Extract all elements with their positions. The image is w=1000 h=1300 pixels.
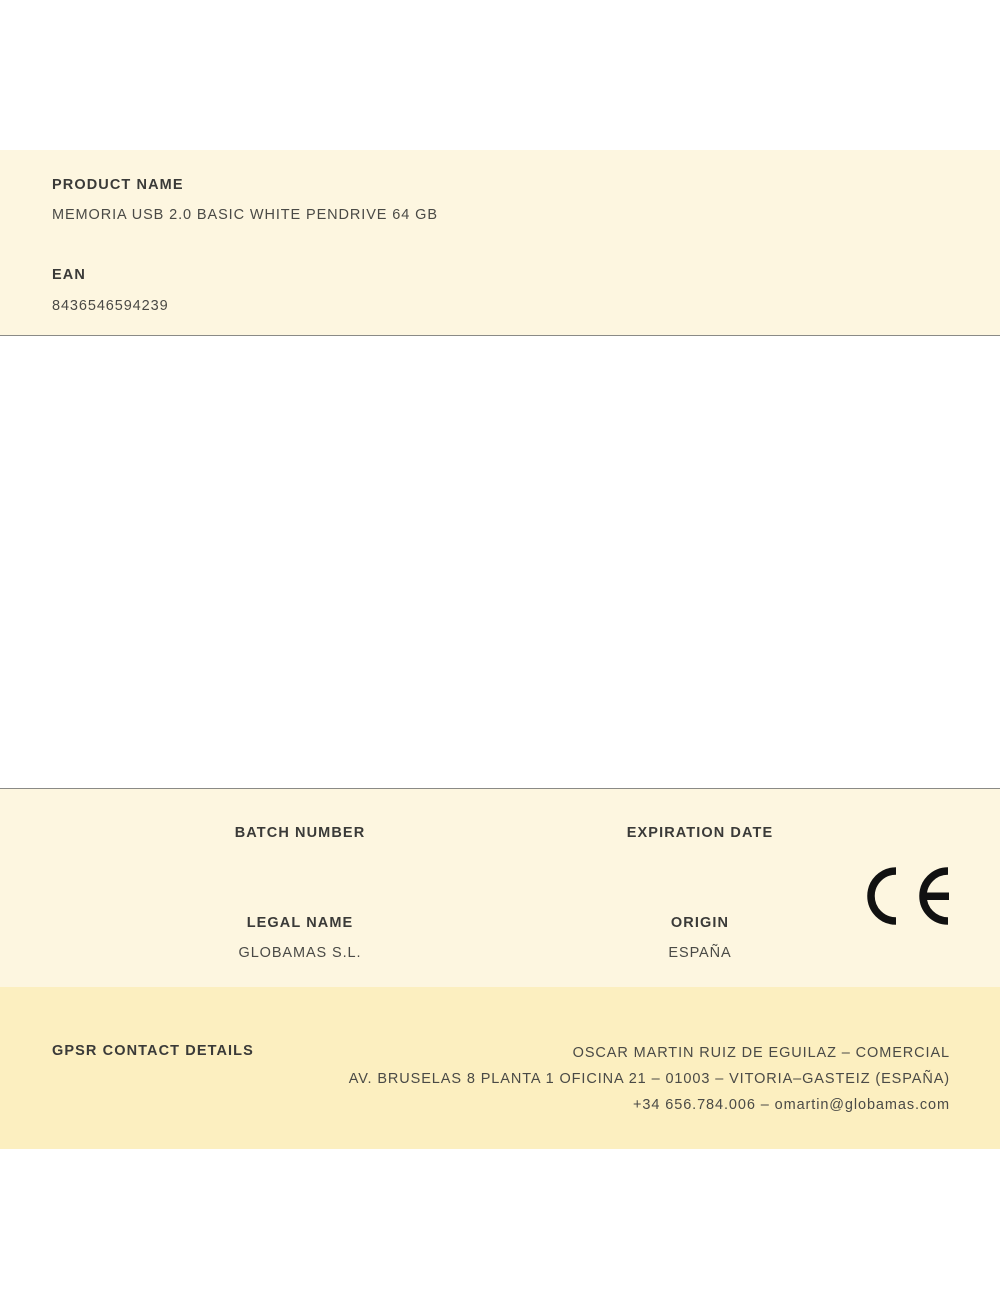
gpsr-contact-line-1: OSCAR MARTIN RUIZ DE EGUILAZ – COMERCIAL xyxy=(572,1045,950,1061)
batch-number-label: BATCH NUMBER xyxy=(234,825,366,841)
ean-label: EAN xyxy=(52,267,86,283)
gpsr-contact-lines xyxy=(349,1040,950,1118)
ean-value: 8436546594239 xyxy=(52,298,169,314)
gpsr-contact-block xyxy=(0,987,1000,1149)
ce-mark-icon xyxy=(856,865,952,927)
expiration-date-label: EXPIRATION DATE xyxy=(626,825,774,841)
product-name-label: PRODUCT NAME xyxy=(52,177,184,193)
origin-label: ORIGIN xyxy=(670,915,730,931)
gpsr-contact-line-3: +34 656.784.006 – omartin@globamas.com xyxy=(633,1097,950,1113)
blank-content-area xyxy=(0,336,1000,788)
page-bottom-margin xyxy=(0,1149,1000,1300)
gpsr-contact-line-2: AV. BRUSELAS 8 PLANTA 1 OFICINA 21 – 01003 – VITORIA–GASTEIZ (ESPAÑA) xyxy=(348,1071,950,1087)
product-info-block xyxy=(0,150,1000,336)
legal-name-label: LEGAL NAME xyxy=(246,915,354,931)
origin-value: ESPAÑA xyxy=(668,945,732,961)
legal-name-value: GLOBAMAS S.L. xyxy=(238,945,362,961)
gpsr-contact-label: GPSR CONTACT DETAILS xyxy=(52,1043,254,1059)
product-name-value: MEMORIA USB 2.0 BASIC WHITE PENDRIVE 64 GB xyxy=(52,207,438,223)
batch-origin-block xyxy=(0,788,1000,987)
